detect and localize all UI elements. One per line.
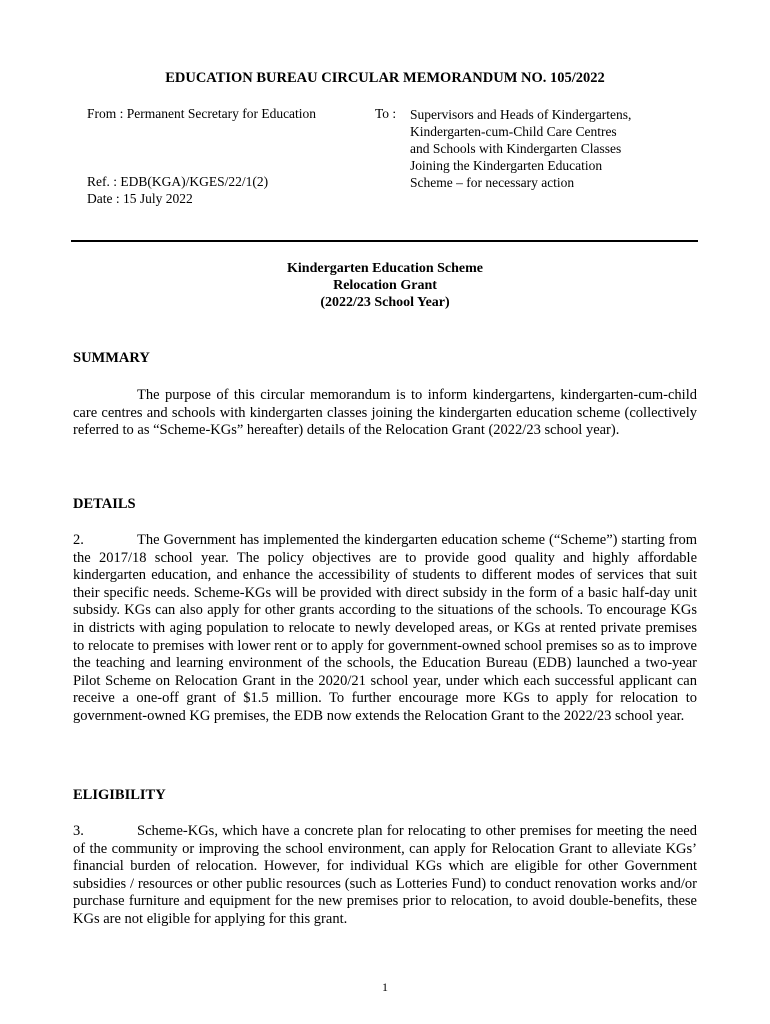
eligibility-text: Scheme-KGs, which have a concrete plan for relocating to other premises for meeting the need of the community or improving the school environment, can apply for Relocation Grant to alleviate KGs’ financial burden of relocation. However, for individual KGs which are eligible for other Government subsidies / resources or other public resources (such as Lotteries Fund) to conduct renovation works and/or purchase furniture and equipment for the new premises prior to relocation, to avoid double-benefits, these KGs are not eligible for applying for this grant. (73, 823, 697, 927)
issue-date: Date : 15 July 2022 (87, 191, 193, 206)
details-paragraph (73, 532, 697, 726)
paragraph-number: 2. (73, 532, 84, 548)
eligibility-heading: ELIGIBILITY (73, 787, 166, 803)
reference-number: Ref. : EDB(KGA)/KGES/22/1(2) (87, 174, 269, 189)
page-number: 1 (382, 980, 388, 994)
eligibility-paragraph (73, 823, 697, 929)
header-divider (71, 240, 698, 242)
subject-line-1: Kindergarten Education Scheme (287, 261, 483, 276)
circular-title: EDUCATION BUREAU CIRCULAR MEMORANDUM NO. 105/2022 (165, 70, 605, 86)
recipient-line: and Schools with Kindergarten Classes (410, 141, 622, 156)
reference-block (87, 173, 268, 207)
recipients (410, 106, 631, 191)
subject-line-2: Relocation Grant (333, 278, 437, 293)
recipient-line: Supervisors and Heads of Kindergartens, (410, 107, 632, 122)
from-line: From : Permanent Secretary for Education (87, 106, 317, 121)
subject-block (0, 260, 770, 311)
details-heading: DETAILS (73, 496, 136, 512)
summary-paragraph: The purpose of this circular memorandum is to inform kindergartens, kindergarten-cum-child care centres and schools with kindergarten classes joining the kindergarten education scheme (collectively referred to as “Scheme-KGs” hereafter) details of the Relocation Grant (2022/23 school year). (73, 387, 697, 439)
recipient-line: Joining the Kindergarten Education (410, 158, 603, 173)
summary-heading: SUMMARY (73, 350, 150, 366)
to-label: To : (375, 106, 397, 121)
recipient-line: Kindergarten-cum-Child Care Centres (410, 124, 617, 139)
recipient-line: Scheme – for necessary action (410, 175, 575, 190)
subject-line-3: (2022/23 School Year) (320, 295, 450, 310)
paragraph-number: 3. (73, 823, 84, 839)
details-text: The Government has implemented the kindergarten education scheme (“Scheme”) starting from the 2017/18 school year. The policy objectives are to provide good quality and highly affordable kindergarten education, and enhance the accessibility of students to different modes of services that suit their specific needs. Scheme-KGs will be provided with direct subsidy in the form of a basic half-day unit subsidy. KGs can also apply for other grants according to the situations of the schools. To encourage KGs in districts with aging population to relocate to newly developed areas, or KGs at rented private premises to relocate to premises with lower rent or to apply for government-owned school premises so as to improve the teaching and learning environment of the schools, the Education Bureau (EDB) launched a two-year Pilot Scheme on Relocation Grant in the 2020/21 school year, under which each successful applicant can receive a one-off grant of $1.5 million. To further encourage more KGs to apply for relocation to government-owned KG premises, the EDB now extends the Relocation Grant to the 2022/23 school year. (73, 532, 697, 724)
